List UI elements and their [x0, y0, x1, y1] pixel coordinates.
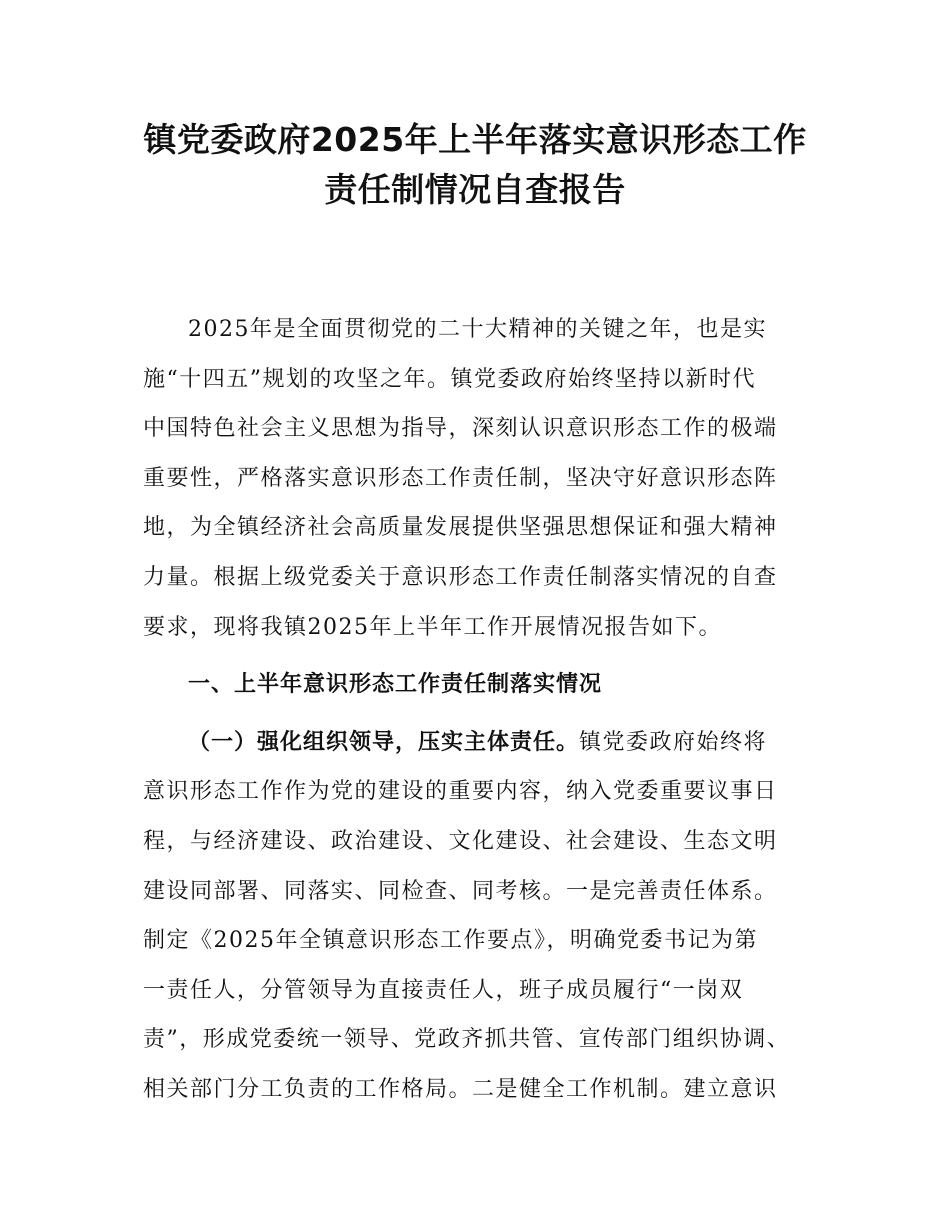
subsection-line: 建设同部署、同落实、同检查、同考核。一是完善责任体系。: [143, 878, 778, 904]
subsection-line: 相关部门分工负责的工作格局。二是健全工作机制。建立意识: [143, 1076, 778, 1102]
document-body: [143, 305, 823, 1115]
intro-line: 施“十四五”规划的攻坚之年。镇党委政府始终坚持以新时代: [143, 366, 756, 392]
intro-line: 2025年是全面贯彻党的二十大精神的关键之年，也是实: [188, 317, 767, 342]
document-title-line-2: 责任制情况自查报告: [324, 170, 626, 209]
subsection-line: 一责任人，分管领导为直接责任人，班子成员履行“一岗双: [143, 977, 744, 1003]
subsection-line: 责”，形成党委统一领导、党政齐抓共管、宣传部门组织协调、: [143, 1027, 791, 1053]
subsection-line: 制定《2025年全镇意识形态工作要点》，明确党委书记为第: [143, 928, 758, 954]
intro-line: 中国特色社会主义思想为指导，深刻认识意识形态工作的极端: [143, 416, 778, 442]
intro-line: 要求，现将我镇2025年上半年工作开展情况报告如下。: [143, 614, 722, 640]
intro-line: 重要性，严格落实意识形态工作责任制，坚决守好意识形态阵: [143, 465, 778, 491]
document-title-line-1: 镇党委政府2025年上半年落实意识形态工作: [143, 120, 807, 159]
section-heading: 一、上半年意识形态工作责任制落实情况: [188, 672, 603, 698]
subsection-heading: （一）强化组织领导，压实主体责任。: [188, 729, 580, 755]
subsection-first-line: [143, 718, 823, 768]
subsection-line: 程，与经济建设、政治建设、文化建设、社会建设、生态文明: [143, 828, 778, 854]
intro-line: 地，为全镇经济社会高质量发展提供坚强思想保证和强大精神: [143, 515, 778, 541]
subsection-line: 意识形态工作作为党的建设的重要内容，纳入党委重要议事日: [143, 779, 778, 805]
intro-line: 力量。根据上级党委关于意识形态工作责任制落实情况的自查: [143, 564, 778, 590]
subsection-first-line-text: 镇党委政府始终将: [579, 729, 768, 755]
